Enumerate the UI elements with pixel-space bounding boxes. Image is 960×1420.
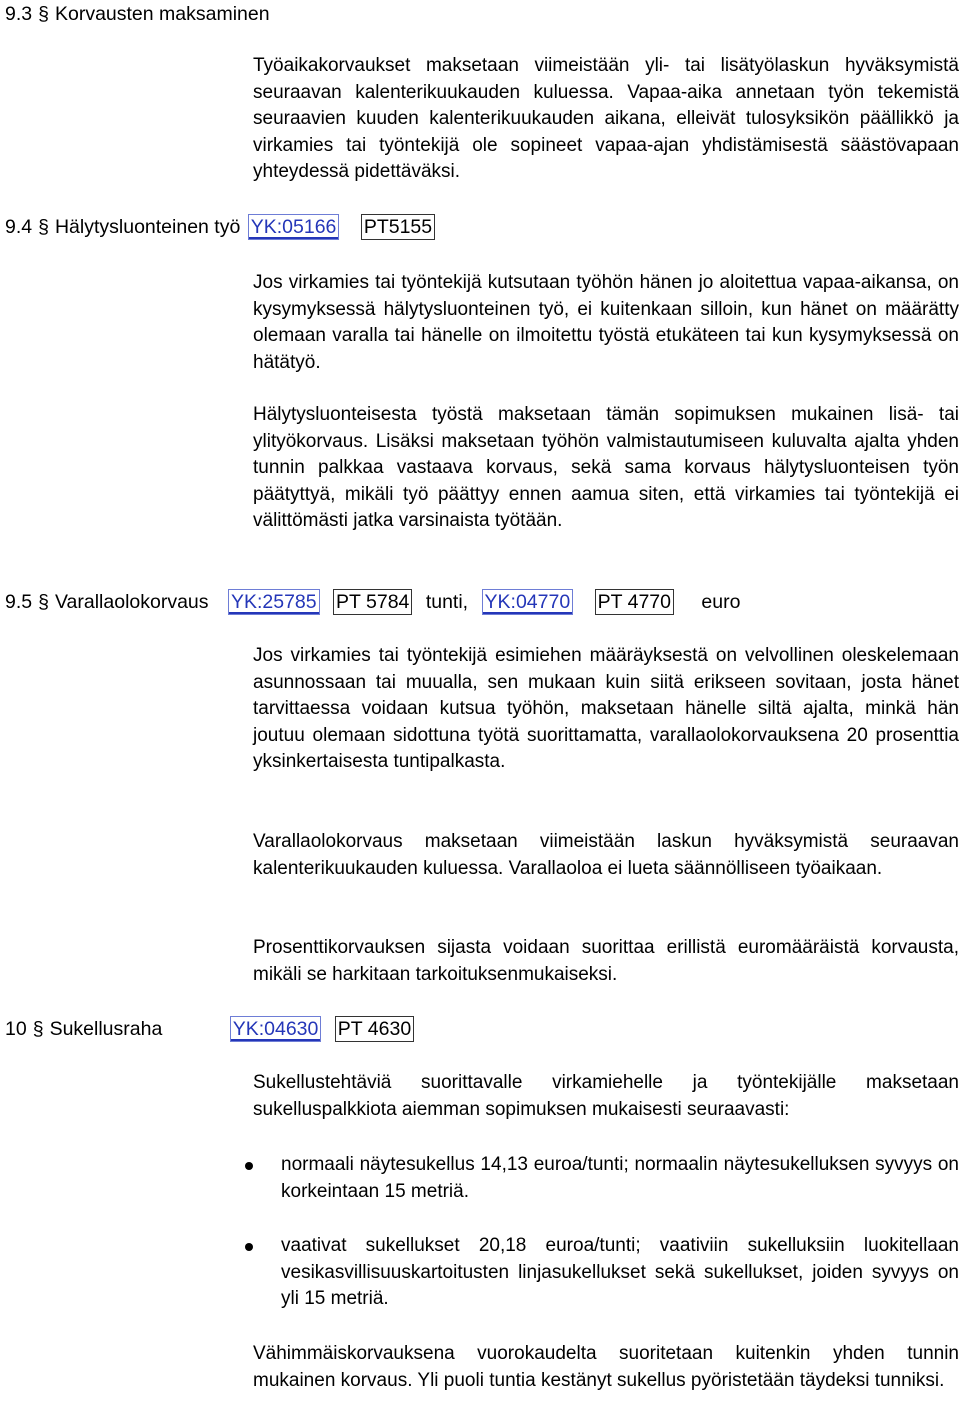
yk-reference-link[interactable]: YK:04630: [230, 1016, 322, 1042]
heading-9-5: [5, 589, 740, 615]
section-title: Sukellusraha: [49, 1018, 163, 1040]
section-symbol: §: [32, 1018, 44, 1040]
heading-10: [5, 1016, 414, 1042]
paragraph-diving-intro: Sukellustehtäviä suorittavalle virkamiehelle ja työntekijälle maksetaan sukelluspalkkiota aiemman sopimuksen mukaisesti seuraavasti:: [253, 1072, 959, 1120]
paragraph-diving-minimum: Vähimmäiskorvauksena vuorokaudelta suoritetaan kuitenkin yhden tunnin mukainen korvaus. Yli puoli tuntia kestänyt sukellus pyöristetään täydeksi tunniksi.: [253, 1343, 959, 1391]
section-symbol: §: [38, 3, 49, 25]
heading-9-4: [5, 214, 435, 240]
section-title: Varallaolokorvaus: [54, 591, 209, 613]
paragraph-alarm-work-definition: Jos virkamies tai työntekijä kutsutaan työhön hänen jo aloitettua vapaa-aikansa, on kysymyksessä hälytysluonteinen työ, ei kuitenkaan silloin, kun hänet on määrätty olemaan varalla tai hänelle on ilmoitettu työstä etukäteen tai kun kysymyksessä on hätätyö.: [253, 272, 959, 373]
section-symbol: §: [38, 591, 49, 613]
section-symbol: §: [38, 216, 49, 238]
pt-reference-box: PT5155: [361, 214, 435, 240]
section-title: Korvausten maksaminen: [54, 3, 270, 25]
unit-text-euro: euro: [701, 591, 741, 613]
list-item-text: normaali näytesukellus 14,13 euroa/tunti; normaalin näytesukelluksen syvyys on korkeintaan 15 metriä.: [281, 1154, 959, 1202]
list-item: [253, 1152, 959, 1205]
paragraph-standby-euro-alternative: Prosenttikorvauksen sijasta voidaan suorittaa erillistä euromääräistä korvausta, mikäli se harkitaan tarkoituksenmukaiseksi.: [253, 937, 959, 985]
section-number: 10: [5, 1018, 27, 1040]
section-number: 9.3: [5, 3, 33, 25]
section-title: Hälytysluonteinen työ: [54, 216, 241, 238]
pt-reference-box: PT 4630: [335, 1016, 414, 1042]
paragraph-standby-definition: Jos virkamies tai työntekijä esimiehen määräyksestä on velvollinen oleskelemaan asunnossaan tai muualla, sen mukaan kuin siitä erikseen sovitaan, josta hänet tarvittaessa voidaan kutsua työhön, maksetaan hänelle siltä ajalta, minkä hän joutuu olemaan sidottuna työtä suorittamatta, varallaolokorvauksena 20 prosenttia yksinkertaisesta tuntipalkasta.: [253, 645, 959, 772]
yk-reference-link-2[interactable]: YK:04770: [482, 589, 574, 615]
list-item-text: vaativat sukellukset 20,18 euroa/tunti; vaativiin sukelluksiin luokitellaan vesikasvillisuuskartoitusten linjasukellukset sekä sukellukset, joiden syvyys on yli 15 metriä.: [281, 1235, 959, 1309]
paragraph-standby-payment: Varallaolokorvaus maksetaan viimeistään laskun hyväksymistä seuraavan kalenterikuukauden kuluessa. Varallaoloa ei lueta säännölliseen työaikaan.: [253, 831, 959, 879]
section-number: 9.5: [5, 591, 33, 613]
bullet-icon: [245, 1243, 253, 1251]
yk-reference-link[interactable]: YK:05166: [248, 214, 340, 240]
heading-9-3: [5, 1, 270, 27]
unit-text-hour: tunti,: [425, 591, 469, 613]
paragraph-compensation-payment: Työaikakorvaukset maksetaan viimeistään yli- tai lisätyölaskun hyväksymistä seuraavan kalenterikuukauden kuluessa. Vapaa-aika annetaan työn tekemistä seuraavien kuuden kalenterikuukauden aikana, elleivät tulosyksikön päällikkö ja virkamies tai työntekijä ole sopineet vapaa-ajan yhdistämisestä säästövapaan yhteydessä pidettäväksi.: [253, 55, 959, 182]
list-item: [253, 1233, 959, 1313]
section-number: 9.4: [5, 216, 33, 238]
pt-reference-box-2: PT 4770: [595, 589, 674, 615]
yk-reference-link-1[interactable]: YK:25785: [228, 589, 320, 615]
pt-reference-box-1: PT 5784: [333, 589, 412, 615]
bullet-icon: [245, 1162, 253, 1170]
paragraph-alarm-work-compensation: Hälytysluonteisesta työstä maksetaan tämän sopimuksen mukainen lisä- tai ylityökorvaus. Lisäksi maksetaan työhön valmistautumiseen kuluvalta ajalta yhden tunnin palkkaa vastaava korvaus, sekä sama korvaus hälytysluonteisen työn päätyttyä, mikäli työ päättyy ennen aamua siten, että virkamies tai työntekijä ei välittömästi jatka varsinaista työtään.: [253, 404, 959, 531]
